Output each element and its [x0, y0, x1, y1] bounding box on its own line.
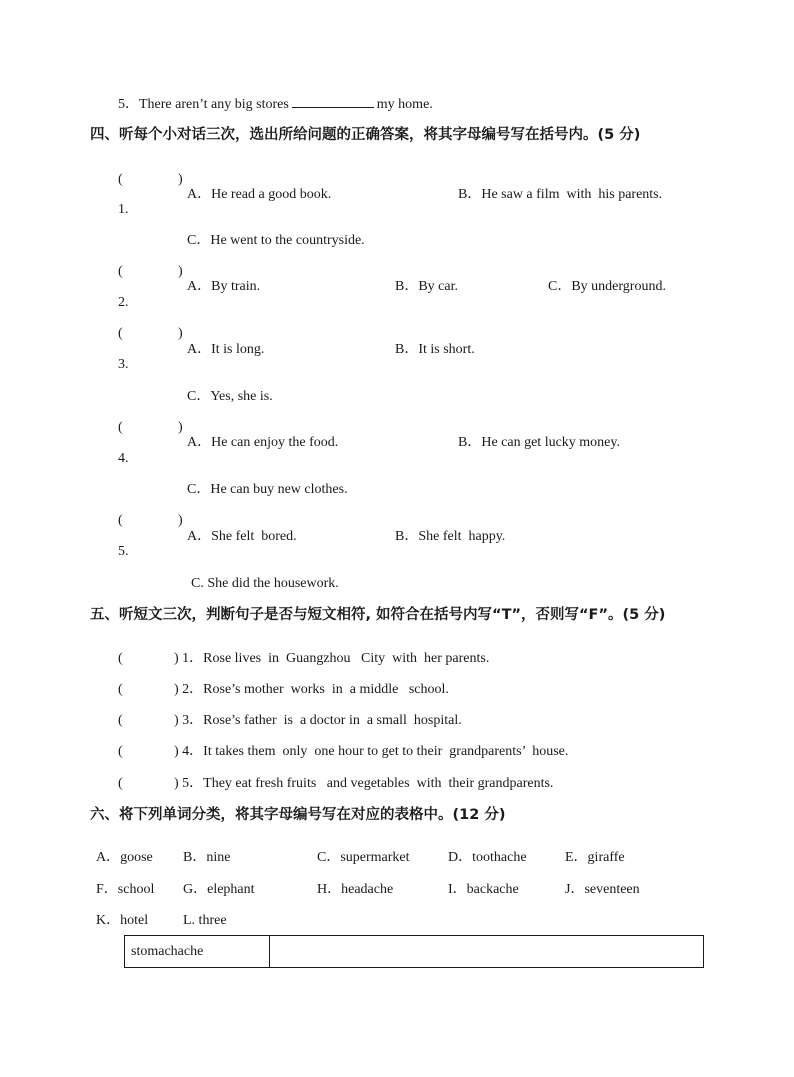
answer-paren-close: ) — [178, 420, 183, 435]
answer-paren-close: ) — [178, 513, 183, 528]
question-number: 2. — [118, 295, 129, 310]
answer-paren-close: ) — [178, 264, 183, 279]
option-a: A．He can enjoy the food. — [187, 435, 339, 450]
option-b: B．It is short. — [395, 342, 475, 357]
tf-statement: ) 5．They eat fresh fruits and vegetables with their grandparents. — [174, 776, 554, 791]
tf-item-3 — [118, 713, 462, 729]
option-a: A．She felt bored. — [187, 529, 297, 544]
section4-heading: 四、听每个小对话三次，选出所给问题的正确答案，将其字母编号写在括号内。(5 分) — [90, 127, 641, 143]
answer-paren[interactable]: ( — [118, 776, 123, 791]
option-c: C．By underground. — [548, 279, 666, 294]
answer-paren[interactable]: ( — [118, 744, 123, 759]
word-option: B．nine — [183, 850, 231, 865]
word-option: I．backache — [448, 882, 519, 897]
answer-paren-open[interactable]: ( — [118, 264, 123, 279]
word-option: K．hotel — [96, 913, 149, 928]
option-a: A．It is long. — [187, 342, 265, 357]
option-c: C．He can buy new clothes. — [187, 482, 348, 497]
question-number: 5. — [118, 544, 129, 559]
option-b: B．He saw a film with his parents. — [458, 187, 663, 202]
answer-paren-close: ) — [178, 172, 183, 187]
prev-question-text: There aren’t any big stores — [139, 97, 289, 112]
option-a: A．He read a good book. — [187, 187, 332, 202]
answer-paren[interactable]: ( — [118, 682, 123, 697]
option-b: B．She felt happy. — [395, 529, 506, 544]
table-row — [125, 936, 704, 968]
question-number: 1. — [118, 202, 129, 217]
answer-paren-close: ) — [178, 326, 183, 341]
answer-paren-open[interactable]: ( — [118, 420, 123, 435]
tf-statement: ) 1．Rose lives in Guangzhou City with her parents. — [174, 651, 490, 666]
tf-statement: ) 4．It takes them only one hour to get to their grandparents’ house. — [174, 744, 569, 759]
category-answer-cell[interactable] — [270, 936, 704, 968]
option-c: C. She did the housework. — [191, 576, 339, 591]
tf-item-2 — [118, 682, 449, 698]
word-option: H．headache — [317, 882, 394, 897]
option-a: A．By train. — [187, 279, 261, 294]
tf-statement: ) 3．Rose’s father is a doctor in a small hospital. — [174, 713, 462, 728]
tf-statement: ) 2．Rose’s mother works in a middle school. — [174, 682, 449, 697]
answer-paren[interactable]: ( — [118, 713, 123, 728]
word-option: D．toothache — [448, 850, 527, 865]
question-number: 3. — [118, 357, 129, 372]
word-option: L. three — [183, 913, 227, 928]
word-option: C．supermarket — [317, 850, 410, 865]
classification-table — [124, 935, 704, 968]
prev-question — [118, 95, 433, 113]
option-b: B．By car. — [395, 279, 458, 294]
option-c: C．He went to the countryside. — [187, 233, 365, 248]
prev-question-number: 5． — [118, 97, 139, 112]
tf-item-1 — [118, 651, 489, 667]
tf-item-5 — [118, 776, 553, 792]
word-option: F．school — [96, 882, 155, 897]
word-option: A．goose — [96, 850, 153, 865]
answer-paren[interactable]: ( — [118, 651, 123, 666]
option-c: C．Yes, she is. — [187, 389, 273, 404]
word-option: G．elephant — [183, 882, 255, 897]
word-option: J．seventeen — [565, 882, 640, 897]
answer-paren-open[interactable]: ( — [118, 172, 123, 187]
answer-paren-open[interactable]: ( — [118, 513, 123, 528]
word-option: E．giraffe — [565, 850, 625, 865]
question-number: 4. — [118, 451, 129, 466]
section6-heading: 六、将下列单词分类，将其字母编号写在对应的表格中。(12 分) — [90, 807, 506, 823]
category-label: stomachache — [125, 936, 270, 968]
section5-heading: 五、听短文三次，判断句子是否与短文相符, 如符合在括号内写“T”，否则写“F”。(5 分) — [90, 607, 666, 623]
prev-question-tail: my home. — [376, 97, 433, 112]
tf-item-4 — [118, 744, 568, 760]
answer-paren-open[interactable]: ( — [118, 326, 123, 341]
option-b: B．He can get lucky money. — [458, 435, 620, 450]
answer-blank[interactable] — [292, 95, 374, 108]
